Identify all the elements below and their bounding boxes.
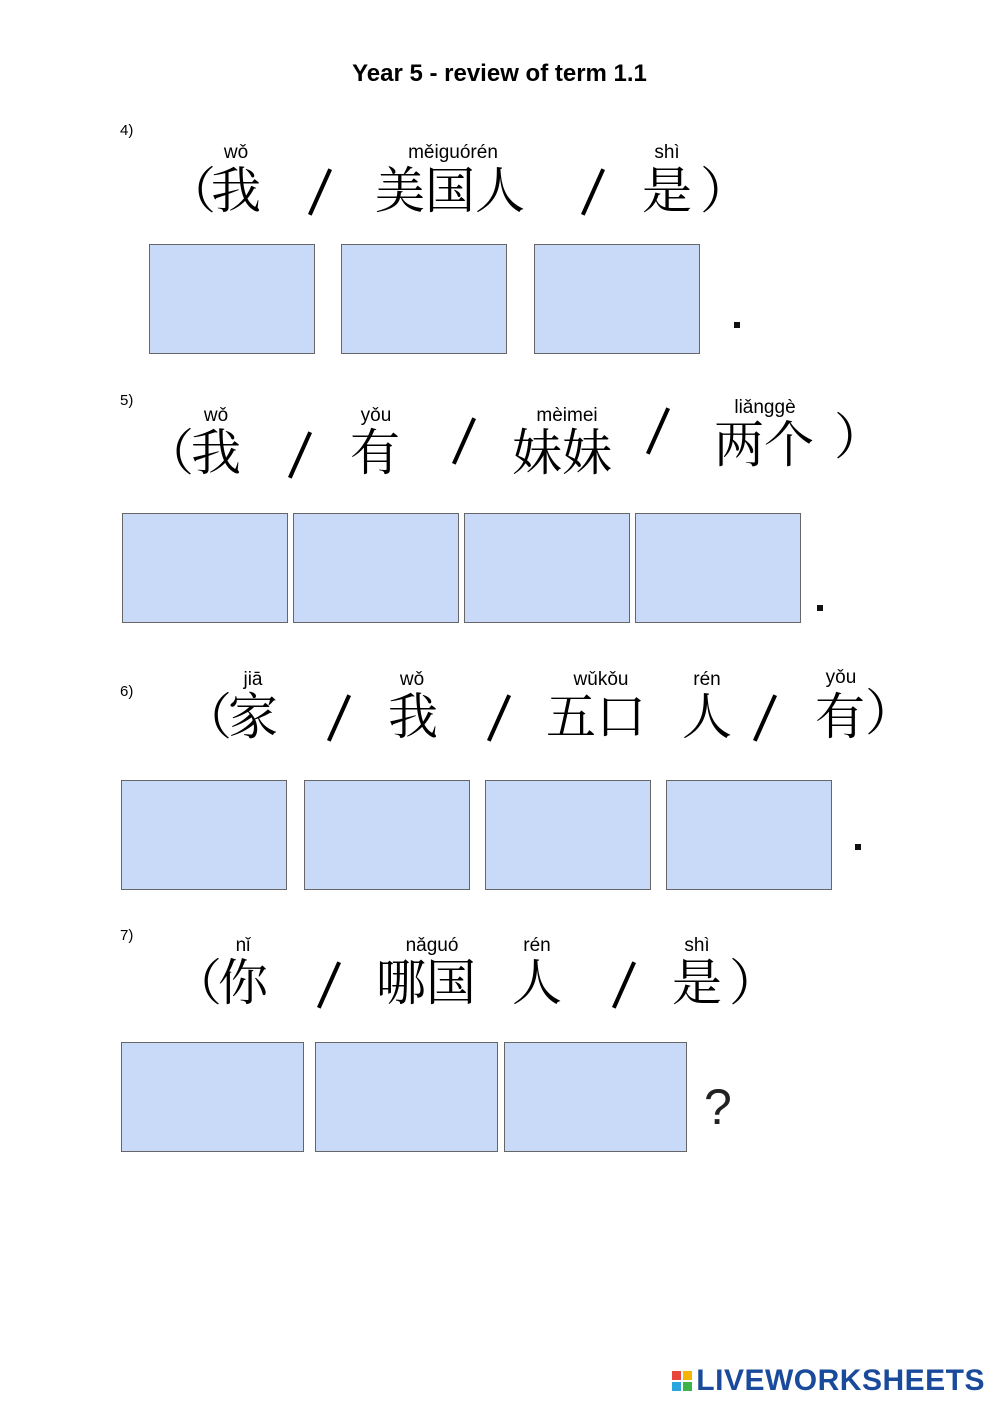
answer-drop-box[interactable] (666, 780, 832, 890)
separator-slash (612, 961, 636, 1008)
logo-text: LIVEWORKSHEETS (696, 1364, 985, 1397)
word-tile[interactable]: 美国人 (375, 162, 525, 220)
word-tile[interactable]: 家 (228, 688, 278, 746)
answer-drop-box[interactable] (304, 780, 470, 890)
question-number: 6) (120, 683, 134, 700)
separator-slash (646, 407, 670, 454)
answer-drop-box[interactable] (534, 244, 700, 354)
word-tile[interactable]: 哪国 (376, 954, 476, 1012)
pinyin-label: shì (654, 142, 680, 163)
pinyin-label: wǒ (203, 405, 229, 426)
pinyin-label: rén (523, 935, 551, 956)
separator-slash (327, 694, 351, 741)
open-paren: （ (144, 424, 194, 482)
separator-slash (288, 431, 312, 478)
pinyin-label: wǒ (223, 142, 249, 163)
separator-slash (487, 694, 511, 741)
answer-drop-box[interactable] (122, 513, 288, 623)
answer-drop-box[interactable] (315, 1042, 498, 1152)
pinyin-label: shì (684, 935, 710, 956)
word-tile[interactable]: 人 (512, 954, 562, 1012)
open-paren: （ (166, 162, 216, 220)
answer-drop-box[interactable] (149, 244, 315, 354)
period-mark (817, 605, 823, 611)
pinyin-label: mèimei (536, 405, 598, 426)
period-mark (855, 844, 861, 850)
liveworksheets-logo (672, 1364, 985, 1398)
answer-drop-box[interactable] (293, 513, 459, 623)
question-number: 5) (120, 392, 134, 409)
word-tile[interactable]: 我 (211, 162, 261, 220)
word-tile[interactable]: 人 (682, 688, 732, 746)
pinyin-label: rén (693, 669, 721, 690)
separator-slash (452, 417, 476, 464)
question-number: 7) (120, 927, 134, 944)
open-paren: （ (172, 954, 222, 1012)
question-mark: ? (704, 1079, 732, 1135)
period-mark (734, 322, 740, 328)
liveworksheets-logo-icon (672, 1371, 692, 1391)
close-paren: ） (834, 408, 884, 466)
answer-drop-box[interactable] (635, 513, 801, 623)
answer-drop-box[interactable] (464, 513, 630, 623)
separator-slash (308, 168, 332, 215)
pinyin-label: yǒu (360, 405, 392, 426)
word-tile[interactable]: 妹妹 (512, 424, 612, 482)
pinyin-label: wǔkǒu (573, 669, 629, 690)
pinyin-label: jiā (243, 669, 263, 690)
word-tile[interactable]: 我 (388, 688, 438, 746)
word-tile[interactable]: 两个 (714, 416, 814, 474)
logo-square-icon (683, 1371, 692, 1380)
word-tile[interactable]: 是 (672, 954, 722, 1012)
close-paren: ） (700, 162, 750, 220)
word-tile[interactable]: 有 (815, 688, 865, 746)
word-tile[interactable]: 有 (350, 424, 400, 482)
logo-square-icon (672, 1371, 681, 1380)
pinyin-label: nǐ (235, 935, 251, 956)
pinyin-label: liǎnggè (734, 397, 796, 418)
answer-drop-box[interactable] (121, 780, 287, 890)
answer-drop-box[interactable] (121, 1042, 304, 1152)
pinyin-label: nǎguó (405, 935, 459, 956)
worksheet-title: Year 5 - review of term 1.1 (352, 60, 647, 87)
word-tile[interactable]: 五口 (546, 688, 646, 746)
separator-slash (317, 961, 341, 1008)
separator-slash (581, 168, 605, 215)
answer-drop-box[interactable] (341, 244, 507, 354)
separator-slash (753, 694, 777, 741)
answer-drop-box[interactable] (485, 780, 651, 890)
pinyin-label: měiguórén (408, 142, 498, 163)
logo-square-icon (672, 1382, 681, 1391)
question-number: 4) (120, 122, 134, 139)
answer-drop-box[interactable] (504, 1042, 687, 1152)
close-paren: ） (865, 684, 915, 742)
logo-square-icon (683, 1382, 692, 1391)
close-paren: ） (729, 954, 779, 1012)
word-tile[interactable]: 你 (218, 954, 268, 1012)
pinyin-label: yǒu (825, 667, 857, 688)
word-tile[interactable]: 是 (642, 162, 692, 220)
open-paren: （ (182, 688, 232, 746)
pinyin-label: wǒ (399, 669, 425, 690)
word-tile[interactable]: 我 (191, 424, 241, 482)
